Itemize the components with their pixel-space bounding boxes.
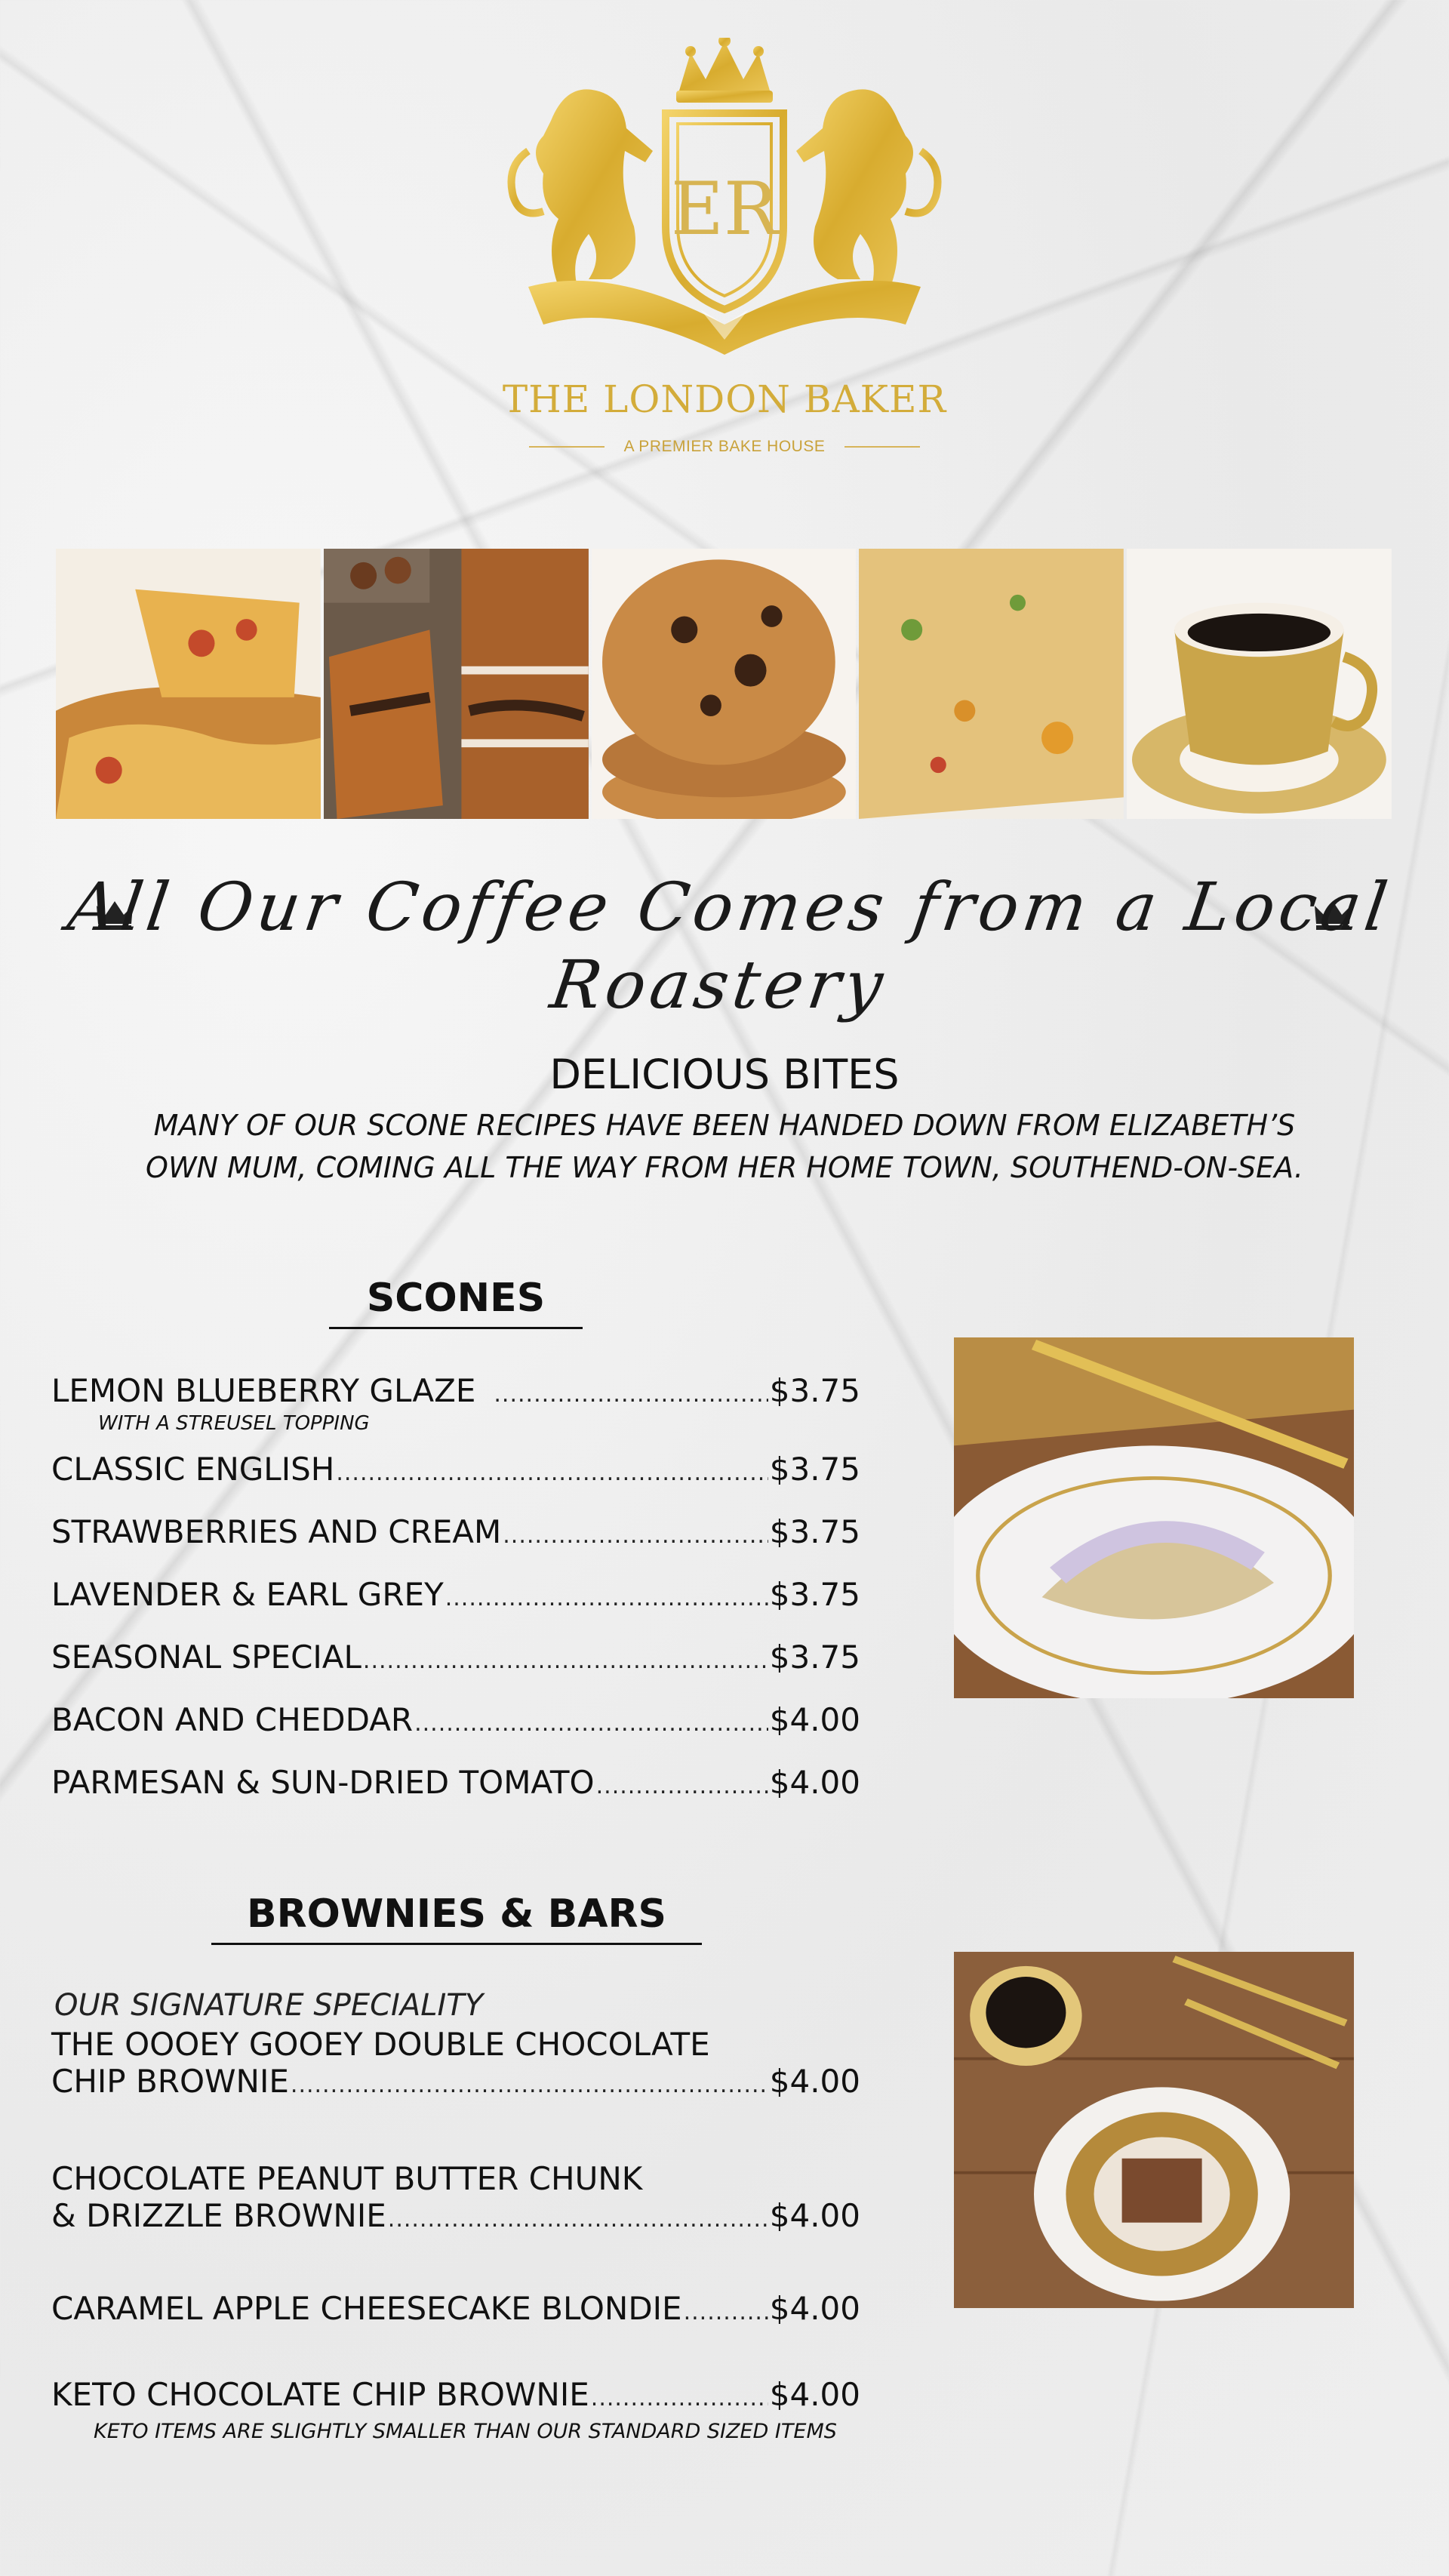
coffee-banner-text: All Our Coffee Comes from a Local Roastery (63, 868, 1397, 1023)
menu-item-scone-2 (51, 1451, 860, 1488)
menu-item-brownie-2 (51, 2160, 860, 2234)
menu-item-scone-5 (51, 1639, 860, 1676)
item-name: KETO CHOCOLATE CHIP BROWNIE (51, 2376, 589, 2413)
keto-note: KETO ITEMS ARE SLIGHTLY SMALLER THAN OUR STANDARD SIZED ITEMS (94, 2420, 837, 2443)
brand-tagline: A PREMIER BAKE HOUSE (623, 438, 826, 455)
item-name: LEMON BLUEBERRY GLAZE (51, 1372, 476, 1409)
item-name: STRAWBERRIES AND CREAM (51, 1513, 502, 1550)
item-price: $4.00 (769, 1764, 860, 1801)
royal-crest-logo (498, 38, 951, 370)
tagline-rule-left (529, 446, 605, 448)
chocolate-loaf-photo (324, 549, 589, 819)
item-name: CARAMEL APPLE CHEESECAKE BLONDIE (51, 2290, 682, 2327)
menu-item-brownie-4 (51, 2376, 860, 2413)
item-name: LAVENDER & EARL GREY (51, 1576, 444, 1613)
brand-tagline-row (0, 436, 1449, 456)
intro-line-2: OWN MUM, COMING ALL THE WAY FROM HER HOME TOWN, SOUTHEND-ON-SEA. (146, 1151, 1303, 1184)
item-price: $4.00 (769, 2376, 860, 2413)
item-name: CLASSIC ENGLISH (51, 1451, 335, 1488)
cookies-photo (592, 549, 857, 819)
item-name: SEASONAL SPECIAL (51, 1639, 361, 1676)
item-price: $4.00 (769, 2290, 860, 2327)
item-price: $3.75 (769, 1639, 860, 1676)
menu-item-scone-7 (51, 1764, 860, 1801)
item-price: $3.75 (769, 1513, 860, 1550)
menu-item-scone-1 (51, 1372, 860, 1435)
monogram-text: ER (670, 167, 779, 251)
quiche-photo (56, 549, 321, 819)
item-price: $3.75 (769, 1576, 860, 1613)
item-name-line1: CHOCOLATE PEANUT BUTTER CHUNK (51, 2160, 643, 2197)
item-price: $4.00 (769, 1701, 860, 1738)
item-name: CHIP BROWNIE (51, 2063, 289, 2100)
food-photo-strip (56, 549, 1392, 819)
coffee-banner (0, 868, 1449, 1023)
delicious-bites-heading: DELICIOUS BITES (549, 1051, 900, 1098)
scone-plate-photo (954, 1337, 1354, 1698)
brownie-coffee-photo (954, 1952, 1354, 2308)
item-price: $4.00 (769, 2063, 860, 2100)
intro-paragraph (121, 1104, 1328, 1189)
item-price: $3.75 (769, 1451, 860, 1488)
scones-title: SCONES (329, 1276, 583, 1329)
cheddar-scone-photo (859, 549, 1124, 819)
menu-item-brownie-1 (51, 1988, 860, 2100)
signature-speciality-label: OUR SIGNATURE SPECIALITY (54, 1988, 484, 2023)
brand-name: THE LONDON BAKER (502, 377, 947, 421)
item-name: BACON AND CHEDDAR (51, 1701, 414, 1738)
menu-item-scone-6 (51, 1701, 860, 1738)
brownies-title: BROWNIES & BARS (211, 1891, 702, 1945)
menu-item-scone-3 (51, 1513, 860, 1550)
intro-line-1: MANY OF OUR SCONE RECIPES HAVE BEEN HANDED DOWN FROM ELIZABETH’S (153, 1109, 1296, 1142)
item-name: PARMESAN & SUN-DRIED TOMATO (51, 1764, 595, 1801)
menu-item-brownie-3 (51, 2290, 860, 2327)
gold-coffee-cup-photo (1127, 549, 1392, 819)
tagline-rule-right (844, 446, 920, 448)
menu-item-scone-4 (51, 1576, 860, 1613)
item-price: $4.00 (769, 2197, 860, 2234)
item-name: & DRIZZLE BROWNIE (51, 2197, 386, 2234)
item-name-line1: THE OOOEY GOOEY DOUBLE CHOCOLATE (51, 2026, 710, 2063)
item-price: $3.75 (769, 1372, 860, 1409)
item-subtitle: WITH A STREUSEL TOPPING (98, 1412, 370, 1435)
